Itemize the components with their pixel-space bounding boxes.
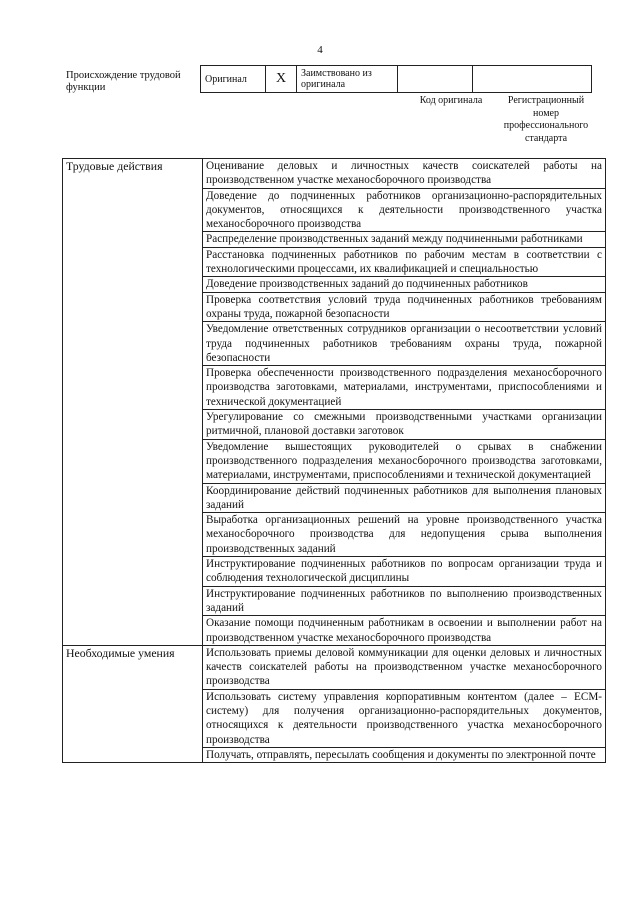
original-mark: X [266, 66, 297, 93]
borrowed-cell: Заимствовано из оригинала [297, 66, 398, 93]
list-item: Инструктирование подчиненных работников по выполнению производственных заданий [203, 586, 606, 616]
list-item: Уведомление вышестоящих руководителей о срывах в снабжении производственного подразделения механосборочного производства заготовками, материалами, инструментами, приспособлениями и технической документацией [203, 439, 606, 483]
section-heading: Трудовые действия [63, 159, 203, 646]
list-item: Использовать приемы деловой коммуникации для оценки деловых и личностных качеств соискателей работы на производственном участке механосборочного производства [203, 645, 606, 689]
registration-caption: Регистрационный номер профессионального стандарта [503, 95, 589, 144]
list-item: Инструктирование подчиненных работников по вопросам организации труда и соблюдения технологической дисциплины [203, 557, 606, 587]
list-item: Координирование действий подчиненных работников для выполнения плановых заданий [203, 483, 606, 513]
original-cell: Оригинал [201, 66, 266, 93]
origin-table [200, 65, 592, 93]
table-row [63, 645, 606, 689]
page-number: 4 [317, 44, 323, 56]
list-item: Проверка соответствия условий труда подчиненных работников требованиям охраны труда, пожарной безопасности [203, 292, 606, 322]
function-table [62, 158, 606, 763]
list-item: Проверка обеспеченности производственного подразделения механосборочного производства заготовками, материалами, инструментами, приспособлениями и технической документацией [203, 366, 606, 410]
list-item: Уведомление ответственных сотрудников организации о несоответствии условий труда подчиненных работников требованиям охраны труда, пожарной безопасности [203, 322, 606, 366]
list-item: Оказание помощи подчиненным работникам в освоении и выполнении работ на производственном участке механосборочного производства [203, 616, 606, 646]
list-item: Распределение производственных заданий между подчиненными работниками [203, 232, 606, 247]
list-item: Выработка организационных решений на уровне производственного участка механосборочного производства для недопущения срыва выполнения производственных заданий [203, 513, 606, 557]
list-item: Урегулирование со смежными производственными участками организации ритмичной, плановой доставки заготовок [203, 410, 606, 440]
original-code-cell [398, 66, 473, 93]
section-heading: Необходимые умения [63, 645, 203, 762]
registration-number-cell [473, 66, 592, 93]
list-item: Доведение до подчиненных работников организационно-распорядительных документов, относящихся к деятельности производственного участка механосборочного производства [203, 188, 606, 232]
list-item: Оценивание деловых и личностных качеств соискателей работы на производственном участке механосборочного производства [203, 159, 606, 189]
list-item: Использовать систему управления корпоративным контентом (далее – ECM-систему) для получения организационно-распорядительных документов, относящихся к деятельности производственного участка механосборочного производства [203, 689, 606, 747]
table-row [63, 159, 606, 189]
origin-label: Происхождение трудовой функции [66, 70, 181, 93]
code-caption: Код оригинала [419, 95, 483, 106]
list-item: Расстановка подчиненных работников по рабочим местам в соответствии с технологическими процессами, их квалификацией и специальностью [203, 247, 606, 277]
list-item: Получать, отправлять, пересылать сообщения и документы по электронной почте [203, 747, 606, 762]
list-item: Доведение производственных заданий до подчиненных работников [203, 277, 606, 292]
